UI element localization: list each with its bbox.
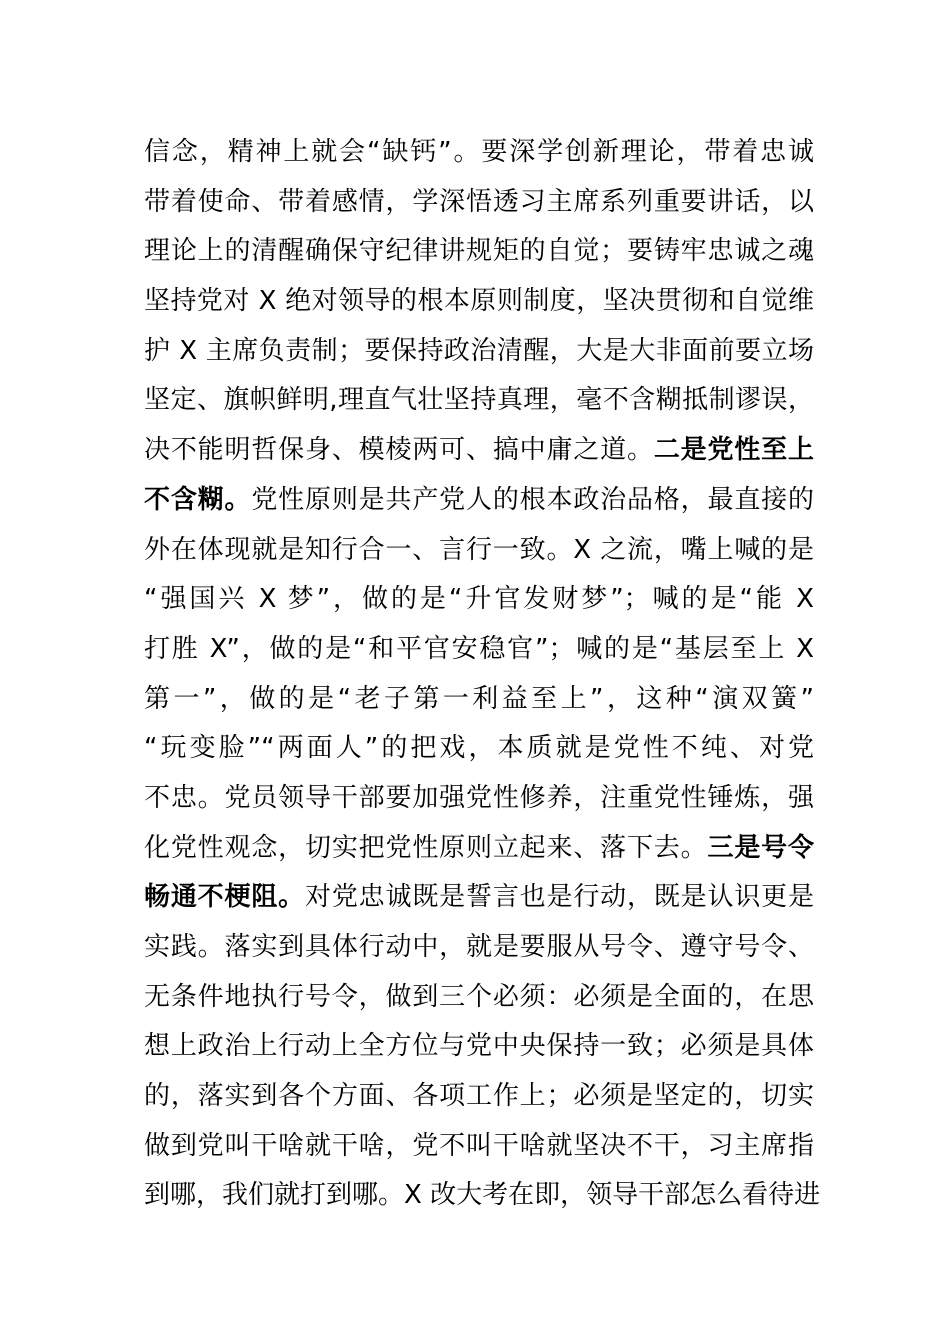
text-line bbox=[144, 724, 814, 774]
text-run: 不忠。党员领导干部要加强党性修养，注重党性锤炼，强 bbox=[144, 782, 814, 813]
text-run: 第一”，做的是“老子第一利益至上”，这种“演双簧” bbox=[144, 683, 814, 714]
text-line bbox=[144, 277, 814, 327]
text-run: 化党性观念，切实把党性原则立起来、落下去。 bbox=[144, 832, 708, 863]
text-run: 对党忠诚既是誓言也是行动，既是认识更是 bbox=[305, 882, 814, 913]
text-line bbox=[144, 923, 814, 973]
text-run: 到哪，我们就打到哪。X 改大考在即，领导干部怎么看待进 bbox=[144, 1180, 821, 1211]
text-line bbox=[144, 575, 814, 625]
text-run: 决不能明哲保身、模棱两可、搞中庸之道。 bbox=[144, 435, 654, 466]
text-line bbox=[144, 426, 814, 476]
bold-heading-run: 畅通不梗阻。 bbox=[144, 882, 305, 913]
text-run: 想上政治上行动上全方位与党中央保持一致；必须是具体 bbox=[144, 1031, 814, 1062]
text-run: 坚定、旗帜鲜明,理直气壮坚持真理，毫不含糊抵制谬误， bbox=[144, 385, 814, 416]
text-line bbox=[144, 1022, 814, 1072]
text-line bbox=[144, 227, 814, 277]
text-line bbox=[144, 873, 814, 923]
text-run: 的，落实到各个方面、各项工作上；必须是坚定的，切实 bbox=[144, 1081, 814, 1112]
bold-heading-run: 二是党性至上 bbox=[653, 435, 814, 466]
text-line bbox=[144, 526, 814, 576]
text-run: 党性原则是共产党人的根本政治品格，最直接的 bbox=[251, 484, 814, 515]
text-line bbox=[144, 476, 814, 526]
text-run: 坚持党对 X 绝对领导的根本原则制度，坚决贯彻和自觉维 bbox=[144, 286, 814, 317]
text-run: 护 X 主席负责制；要保持政治清醒，大是大非面前要立场 bbox=[144, 335, 814, 366]
text-line bbox=[144, 376, 814, 426]
bold-heading-run: 三是号令 bbox=[707, 832, 814, 863]
text-run: 做到党叫干啥就干啥，党不叫干啥就坚决不干，习主席指 bbox=[144, 1130, 814, 1161]
text-line bbox=[144, 1171, 821, 1221]
text-run: 无条件地执行号令，做到三个必须：必须是全面的，在思 bbox=[144, 981, 814, 1012]
text-line bbox=[144, 973, 814, 1023]
text-run: “强国兴 X 梦”，做的是“升官发财梦”；喊的是“能 X bbox=[144, 584, 814, 615]
text-run: 带着使命、带着感情，学深悟透习主席系列重要讲话，以 bbox=[144, 186, 814, 217]
text-run: 信念，精神上就会“缺钙”。要深学创新理论，带着忠诚 bbox=[144, 137, 814, 167]
text-line bbox=[144, 178, 814, 228]
text-run: 理论上的清醒确保守纪律讲规矩的自觉；要铸牢忠诚之魂 bbox=[144, 236, 814, 267]
text-line bbox=[144, 675, 814, 725]
text-line bbox=[144, 774, 814, 824]
text-run: 实践。落实到具体行动中，就是要服从号令、遵守号令、 bbox=[144, 932, 814, 962]
text-run: 外在体现就是知行合一、言行一致。X 之流，嘴上喊的是 bbox=[144, 534, 814, 565]
text-line bbox=[144, 625, 814, 675]
text-run: “玩变脸”“两面人”的把戏，本质就是党性不纯、对党 bbox=[144, 733, 814, 764]
body-paragraph bbox=[144, 128, 821, 1221]
text-line bbox=[144, 824, 814, 874]
text-line bbox=[144, 1072, 814, 1122]
text-line bbox=[144, 1122, 814, 1172]
text-line bbox=[144, 128, 814, 178]
bold-heading-run: 不含糊。 bbox=[144, 484, 252, 515]
text-run: 打胜 X”，做的是“和平官安稳官”；喊的是“基层至上 X bbox=[144, 633, 814, 664]
text-line bbox=[144, 327, 814, 377]
